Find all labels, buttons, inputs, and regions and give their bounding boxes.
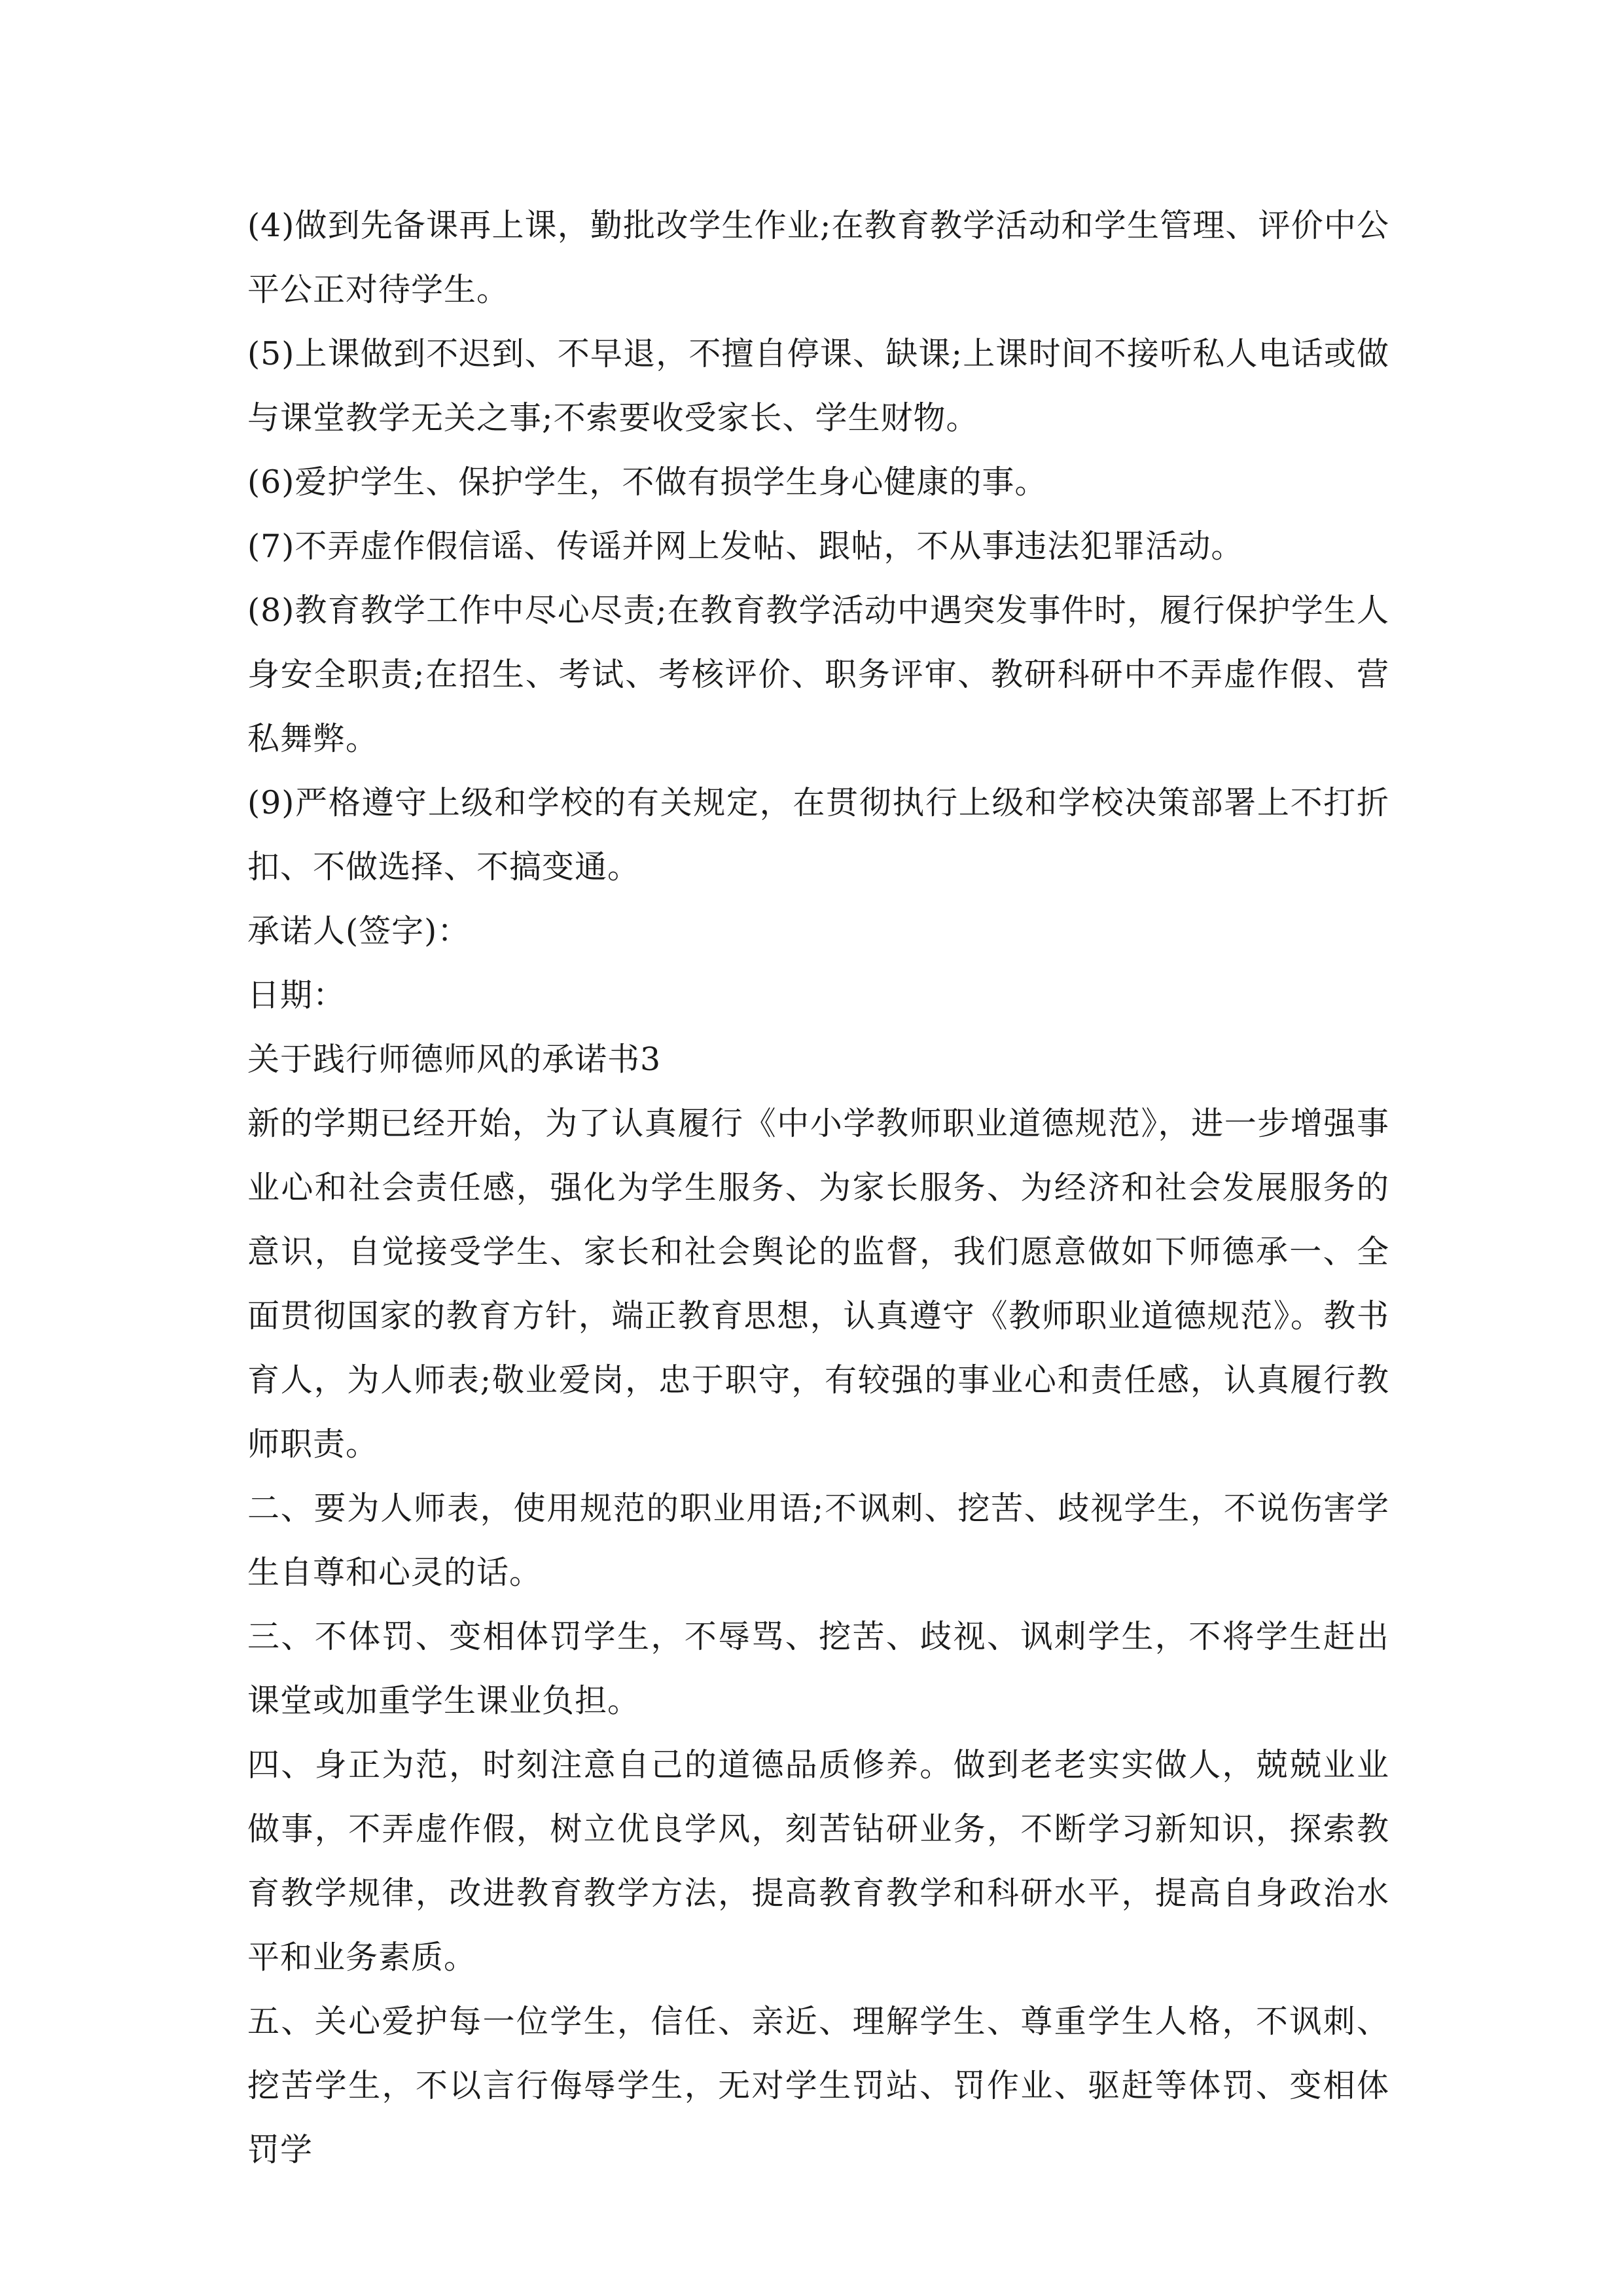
paragraph-item-4: (4)做到先备课再上课，勤批改学生作业;在教育教学活动和学生管理、评价中公平公正对待学生。 [247, 207, 1389, 308]
section-title: 关于践行师德师风的承诺书3 [247, 1041, 662, 1078]
signature-line: 承诺人(签字)： [247, 912, 471, 950]
document-body [247, 194, 1389, 2182]
paragraph-item-9: (9)严格遵守上级和学校的有关规定，在贯彻执行上级和学校决策部署上不打折扣、不做选择、不搞变通。 [247, 784, 1389, 886]
date-line: 日期： [247, 977, 346, 1014]
paragraph-item-6: (6)爱护学生、保护学生，不做有损学生身心健康的事。 [247, 463, 1048, 501]
paragraph-item-7: (7)不弄虚作假信谣、传谣并网上发帖、跟帖，不从事违法犯罪活动。 [247, 528, 1244, 565]
commitment-item-5: 五、关心爱护每一位学生，信任、亲近、理解学生、尊重学生人格，不讽刺、挖苦学生，不以言行侮辱学生，无对学生罚站、罚作业、驱赶等体罚、变相体罚学 [247, 2003, 1389, 2168]
commitment-item-4: 四、身正为范，时刻注意自己的道德品质修养。做到老老实实做人，兢兢业业做事，不弄虚作假，树立优良学风，刻苦钻研业务，不断学习新知识，探索教育教学规律，改进教育教学方法，提高教育教学和科研水平，提高自身政治水平和业务素质。 [247, 1746, 1389, 1976]
paragraph-item-8: (8)教育教学工作中尽心尽责;在教育教学活动中遇突发事件时，履行保护学生人身安全职责;在招生、考试、考核评价、职务评审、教研科研中不弄虚作假、营私舞弊。 [247, 592, 1389, 757]
paragraph-item-5: (5)上课做到不迟到、不早退，不擅自停课、缺课;上课时间不接听私人电话或做与课堂教学无关之事;不索要收受家长、学生财物。 [247, 335, 1389, 437]
commitment-item-2: 二、要为人师表，使用规范的职业用语;不讽刺、挖苦、歧视学生，不说伤害学生自尊和心灵的话。 [247, 1490, 1389, 1591]
intro-paragraph: 新的学期已经开始，为了认真履行《中小学教师职业道德规范》，进一步增强事业心和社会责任感，强化为学生服务、为家长服务、为经济和社会发展服务的意识，自觉接受学生、家长和社会舆论的监督，我们愿意做如下师德承一、全面贯彻国家的教育方针，端正教育思想，认真遵守《教师职业道德规范》。教书育人，为人师表;敬业爱岗，忠于职守，有较强的事业心和责任感，认真履行教师职责。 [247, 1105, 1389, 1463]
commitment-item-3: 三、不体罚、变相体罚学生，不辱骂、挖苦、歧视、讽刺学生，不将学生赶出课堂或加重学生课业负担。 [247, 1618, 1389, 1719]
